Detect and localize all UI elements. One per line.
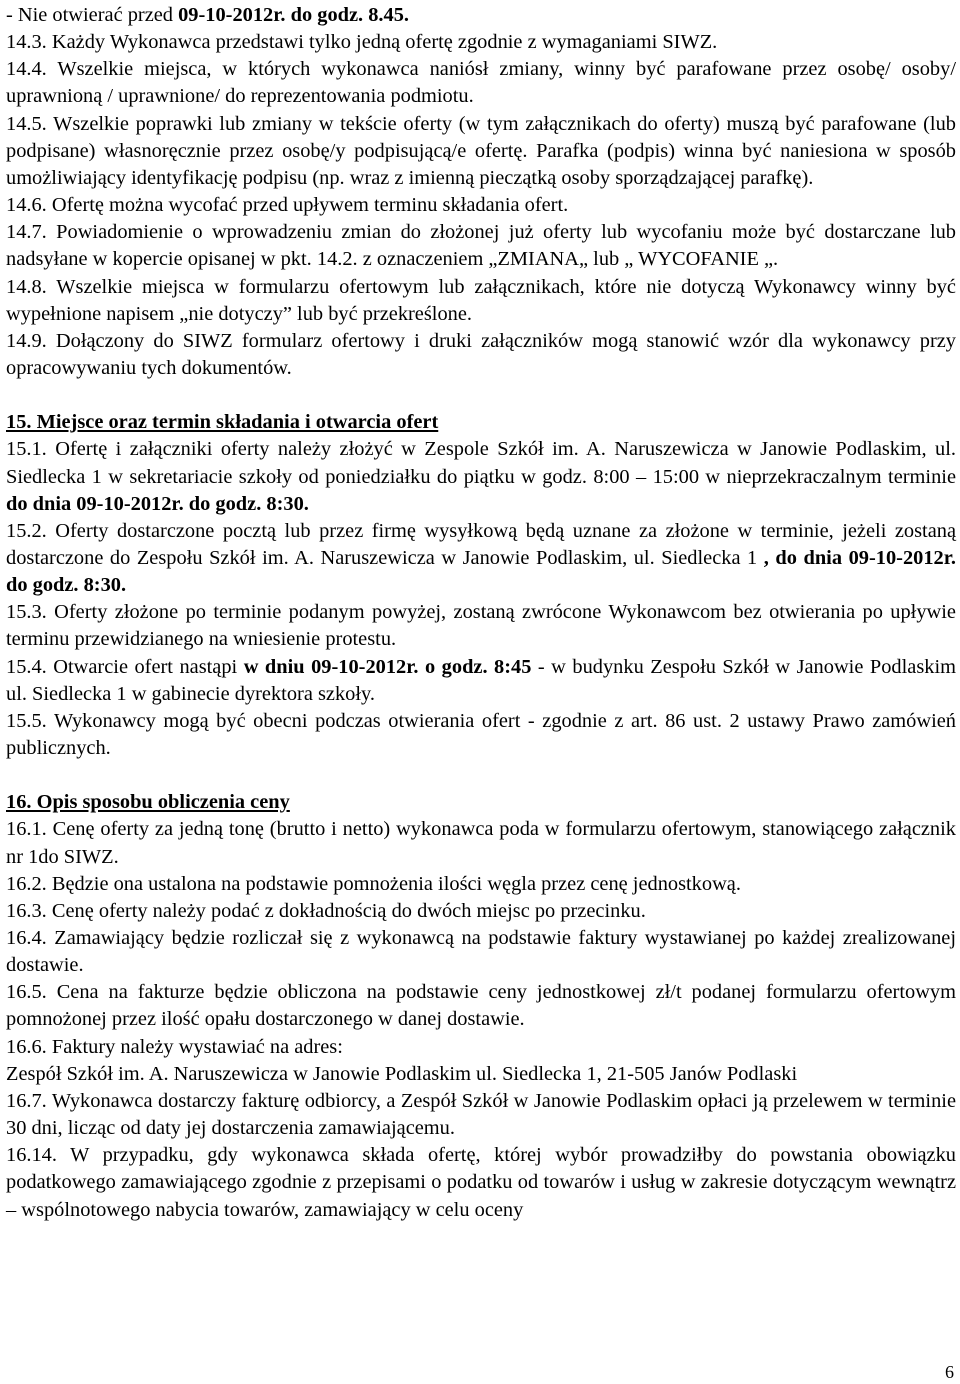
paragraph-16-5: [6, 979, 956, 1033]
text-run: 15.1. Ofertę i załączniki oferty należy złożyć w Zespole Szkół im. A. Naruszewicza w Janowie Podlaskim, ul. Siedlecka 1 w sekretariacie szkoły od poniedziałku do piątku w godz. 8:00 – 15:00 w nieprzekraczalnym terminie: [6, 438, 956, 488]
paragraph-14-5: [6, 111, 956, 192]
paragraph-15-3: [6, 599, 956, 653]
text-run: 16.5. Cena na fakturze będzie obliczona na podstawie ceny jednostkowej zł/t podanej formularzu ofertowym pomnożonej przez ilość opału dostarczonego w danej dostawie.: [6, 981, 956, 1031]
text-run: 15.2. Oferty dostarczone pocztą lub przez firmę wysyłkową będą uznane za złożone w terminie, jeżeli zostaną dostarczone do Zespołu Szkół im. A. Naruszewicza w Janowie Podlaskim, ul. Siedlecka 1: [6, 519, 956, 569]
paragraph-15-5: [6, 708, 956, 762]
text-run: 14.6. Ofertę można wycofać przed upływem terminu składania ofert.: [6, 194, 569, 217]
paragraph-14-3: [6, 29, 956, 56]
text-run: 15.5. Wykonawcy mogą być obecni podczas otwierania ofert - zgodnie z art. 86 ust. 2 ustawy Prawo zamówień publicznych.: [6, 709, 956, 760]
paragraph-15-2: [6, 518, 956, 599]
text-run: 14.9. Dołączony do SIWZ formularz ofertowy i druki załączników mogą stanowić wzór dla wykonawcy przy opracowywaniu tych dokumentów.: [6, 329, 956, 380]
section-heading-heading-16: 16. Opis sposobu obliczenia ceny: [6, 791, 290, 814]
text-run: 16.7. Wykonawca dostarczy fakturę odbiorcy, a Zespół Szkół w Janowie Podlaskim opłaci ją przelewem w terminie 30 dni, licząc od daty jej dostarczenia zamawiającemu.: [6, 1089, 956, 1140]
text-run: 16.4. Zamawiający będzie rozliczał się z wykonawcą na podstawie faktury wystawianej po każdej zrealizowanej dostawie.: [6, 927, 956, 977]
paragraph-nie-otwierac: [6, 2, 956, 29]
paragraph-adres: [6, 1061, 956, 1088]
text-run: 15.4. Otwarcie ofert nastąpi: [6, 655, 244, 678]
bold-text: w dniu 09-10-2012r. o godz. 8:45: [243, 655, 532, 678]
text-run: 16.1. Cenę oferty za jedną tonę (brutto i netto) wykonawca poda w formularzu ofertowym, stanowiącego załącznik nr 1do SIWZ.: [6, 818, 956, 868]
paragraph-14-4: [6, 56, 956, 110]
text-run: 16.3. Cenę oferty należy podać z dokładnością do dwóch miejsc po przecinku.: [6, 899, 646, 922]
section-gap: [6, 382, 956, 409]
text-run: 14.3. Każdy Wykonawca przedstawi tylko jedną ofertę zgodnie z wymaganiami SIWZ.: [6, 31, 718, 54]
paragraph-16-4: [6, 925, 956, 979]
paragraph-16-7: [6, 1088, 956, 1142]
paragraph-14-6: [6, 192, 956, 219]
page-number: 6: [945, 1362, 954, 1382]
document-page: [6, 2, 956, 1224]
paragraph-14-7: [6, 219, 956, 273]
text-run: 14.5. Wszelkie poprawki lub zmiany w tekście oferty (w tym załącznikach do oferty) muszą być parafowane (lub podpisane) własnoręcznie przez osobę/y podpisującą/e ofertę. Parafka (podpis) winna być naniesiona w sposób umożliwiający identyfikację podpisu (np. wraz z imienną pieczątką osoby sporządzającej parafkę).: [6, 112, 956, 189]
paragraph-15-4: [6, 654, 956, 708]
paragraph-16-3: [6, 898, 956, 925]
text-run: 16.2. Będzie ona ustalona na podstawie pomnożenia ilości węgla przez cenę jednostkową.: [6, 872, 741, 895]
text-run: 14.7. Powiadomienie o wprowadzeniu zmian do złożonej już oferty lub wycofaniu może być dostarczane lub nadsyłane w kopercie opisanej w pkt. 14.2. z oznaczeniem „ZMIANA„ lub „ WYCOFANIE „.: [6, 221, 956, 271]
paragraph-16-1: [6, 816, 956, 870]
paragraph-14-8: [6, 274, 956, 328]
paragraph-16-6: [6, 1034, 956, 1061]
paragraph-14-9: [6, 328, 956, 382]
bold-text: do dnia 09-10-2012r. do godz. 8:30.: [6, 492, 309, 515]
section-heading-heading-15: 15. Miejsce oraz termin składania i otwarcia ofert: [6, 411, 439, 434]
paragraph-16-2: [6, 871, 956, 898]
text-run: - Nie otwierać przed: [6, 4, 179, 26]
text-run: 14.8. Wszelkie miejsca w formularzu ofertowym lub załącznikach, które nie dotyczą Wykonawcy winny być wypełnione napisem „nie dotyczy” lub być przekreślone.: [6, 275, 956, 325]
paragraph-16-14: [6, 1142, 956, 1223]
text-run: 15.3. Oferty złożone po terminie podanym powyżej, zostaną zwrócone Wykonawcom bez otwierania po upływie terminu przewidzianego na wniesienie protestu.: [6, 601, 956, 651]
section-gap: [6, 762, 956, 789]
bold-text: , do dnia 09-10-2012r. do godz. 8:30.: [6, 546, 956, 597]
text-run: 14.4. Wszelkie miejsca, w których wykonawca naniósł zmiany, winny być parafowane przez osobę/ osoby/ uprawnioną / uprawnione/ do reprezentowania podmiotu.: [6, 58, 956, 108]
paragraph-15-1: [6, 436, 956, 517]
bold-text: 09-10-2012r. do godz. 8.45.: [178, 4, 410, 26]
text-run: - w budynku Zespołu Szkół w Janowie Podlaskim ul. Siedlecka 1 w gabinecie dyrektora szkoły.: [6, 655, 956, 705]
text-run: 16.6. Faktury należy wystawiać na adres:: [6, 1035, 343, 1058]
text-run: 16.14. W przypadku, gdy wykonawca składa ofertę, której wybór prowadziłby do powstania obowiązku podatkowego zamawiającego zgodnie z przepisami o podatku od towarów i usług w zakresie dotyczącym wewnątrz – wspólnotowego nabycia towarów, zamawiający w celu oceny: [6, 1144, 956, 1221]
text-run: Zespół Szkół im. A. Naruszewicza w Janowie Podlaskim ul. Siedlecka 1, 21-505 Janów Podlaski: [6, 1062, 798, 1085]
